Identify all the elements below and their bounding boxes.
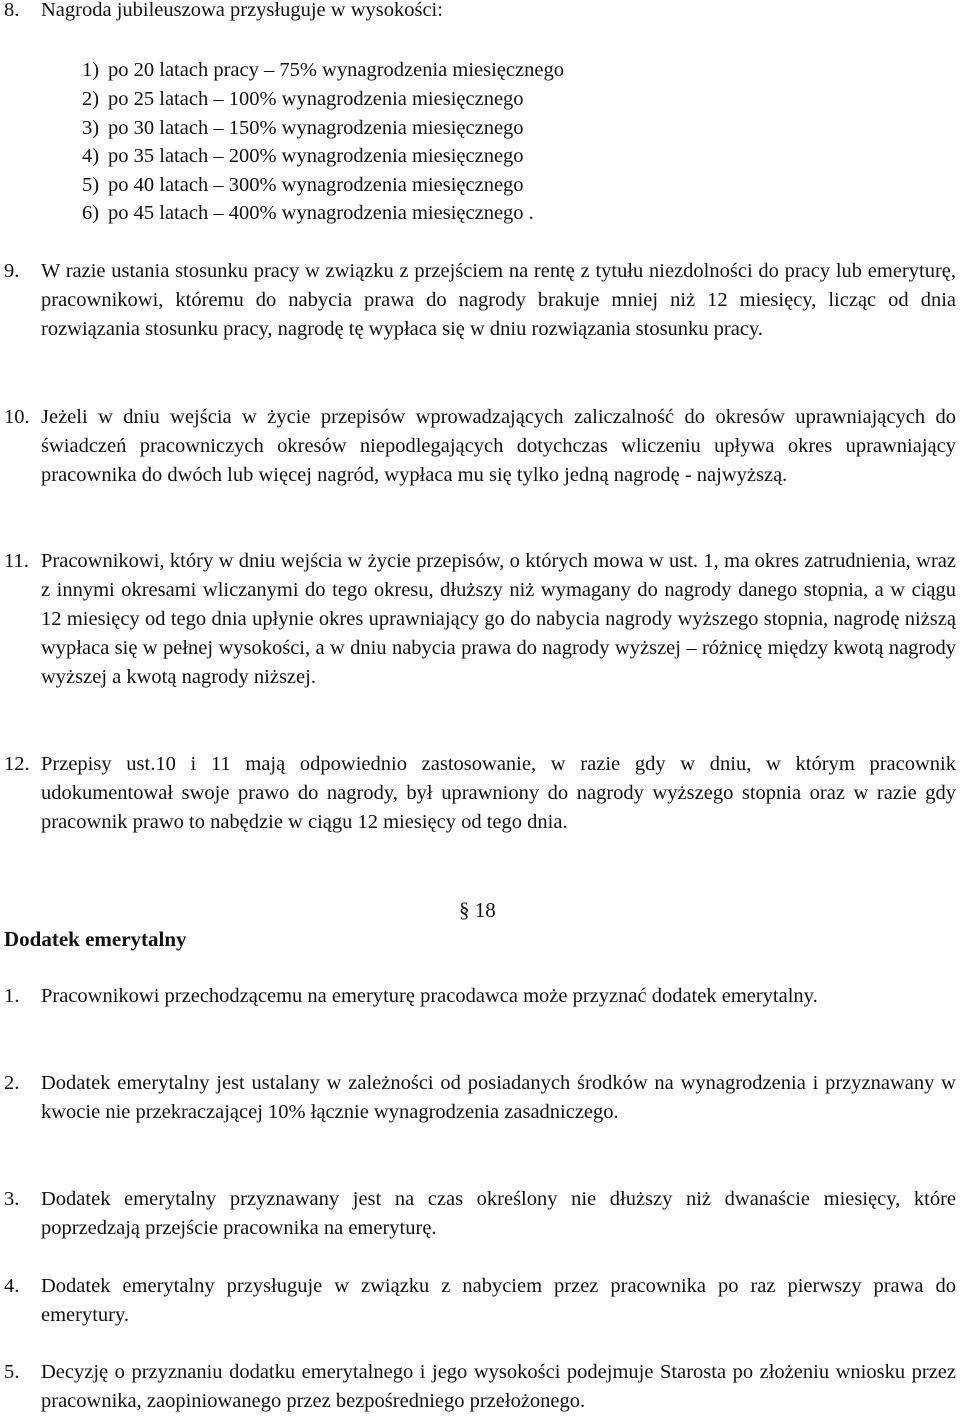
point-text: Dodatek emerytalny przysługuje w związku z nabyciem przez pracownika po raz pierwszy prawa do emerytury.: [41, 1275, 956, 1326]
list-item: [82, 85, 524, 114]
list-item-text: po 30 latach – 150% wynagrodzenia miesięcznego: [108, 117, 524, 139]
paragraph-text: Przepisy ust.10 i 11 mają odpowiednio zastosowanie, w razie gdy w dniu, w którym pracownik udokumentował swoje prawo do nagrody, był uprawniony do nagrody wyższego stopnia oraz w razie gdy pracownik prawo to nabędzie w ciągu 12 miesięcy od tego dnia.: [41, 753, 956, 833]
point-text: Pracownikowi przechodzącemu na emeryturę pracodawca może przyznać dodatek emerytalny.: [41, 985, 818, 1007]
point-1: [4, 982, 956, 1011]
paragraph-11: [4, 547, 956, 692]
list-item: [82, 199, 534, 228]
point-number: 1.: [4, 985, 20, 1007]
list-item-text: po 45 latach – 400% wynagrodzenia miesięcznego .: [108, 202, 534, 224]
list-item-text: po 25 latach – 100% wynagrodzenia miesięcznego: [108, 88, 524, 110]
list-item-number: 4): [82, 145, 100, 167]
list-item: [82, 56, 564, 85]
list-item: [82, 114, 524, 143]
paragraph-10: [4, 403, 956, 490]
point-text: Decyzję o przyznaniu dodatku emerytalnego i jego wysokości podejmuje Starosta po złożeniu wniosku przez pracownika, zaopiniowanego przez bezpośredniego przełożonego.: [41, 1361, 956, 1412]
point-number: 2.: [4, 1072, 20, 1094]
paragraph-12: [4, 750, 956, 837]
paragraph-number: 8.: [4, 0, 20, 21]
paragraph-number: 10.: [4, 406, 30, 428]
list-item-text: po 40 latach – 300% wynagrodzenia miesięcznego: [108, 174, 524, 196]
section-heading: Dodatek emerytalny: [4, 927, 187, 951]
list-item: [82, 171, 524, 200]
paragraph-text: Jeżeli w dniu wejścia w życie przepisów wprowadzających zaliczalność do okresów uprawniających do świadczeń pracowniczych okresów niepodlegających dotychczas wliczeniu upływa okres uprawniający pracownika do dwóch lub więcej nagród, wypłaca mu się tylko jedną nagrodę - najwyższą.: [41, 406, 956, 486]
point-text: Dodatek emerytalny jest ustalany w zależności od posiadanych środków na wynagrodzenia i przyznawany w kwocie nie przekraczającej 10% łącznie wynagrodzenia zasadniczego.: [41, 1072, 956, 1123]
point-number: 4.: [4, 1275, 20, 1297]
section-number: § 18: [459, 898, 496, 922]
list-item: [82, 142, 524, 171]
paragraph-number: 9.: [4, 260, 20, 282]
point-text: Dodatek emerytalny przyznawany jest na czas określony nie dłuższy niż dwanaście miesięcy, które poprzedzają przejście pracownika na emeryturę.: [41, 1188, 956, 1239]
paragraph-8: [4, 0, 956, 25]
point-number: 3.: [4, 1188, 20, 1210]
list-item-number: 3): [82, 117, 100, 139]
point-5: [4, 1358, 956, 1416]
list-item-text: po 35 latach – 200% wynagrodzenia miesięcznego: [108, 145, 524, 167]
point-number: 5.: [4, 1361, 20, 1383]
point-4: [4, 1272, 956, 1330]
list-item-number: 2): [82, 88, 100, 110]
paragraph-text: Pracownikowi, który w dniu wejścia w życie przepisów, o których mowa w ust. 1, ma okres zatrudnienia, wraz z innymi okresami wliczanymi do tego okresu, dłuższy niż wymagany do nagrody danego stopnia, a w ciągu 12 miesięcy od tego dnia upłynie okres uprawniający go do nabycia nagrody wyższego stopnia, nagrodę niższą wypłaca się w pełnej wysokości, a w dniu nabycia prawa do nagrody wyższej – różnicę między kwotą nagrody wyższej a kwotą nagrody niższej.: [41, 550, 956, 688]
paragraph-text: W razie ustania stosunku pracy w związku z przejściem na rentę z tytułu niezdolności do pracy lub emeryturę, pracownikowi, któremu do nabycia prawa do nagrody brakuje mniej niż 12 miesięcy, licząc od dnia rozwiązania stosunku pracy, nagrodę tę wypłaca się w dniu rozwiązania stosunku pracy.: [41, 260, 956, 340]
list-item-number: 5): [82, 174, 100, 196]
paragraph-text: Nagroda jubileuszowa przysługuje w wysokości:: [41, 0, 443, 21]
list-item-text: po 20 latach pracy – 75% wynagrodzenia miesięcznego: [108, 59, 564, 81]
list-item-number: 1): [82, 59, 100, 81]
paragraph-9: [4, 257, 956, 344]
paragraph-number: 12.: [4, 753, 30, 775]
point-2: [4, 1069, 956, 1127]
list-item-number: 6): [82, 202, 100, 224]
point-3: [4, 1185, 956, 1243]
paragraph-number: 11.: [4, 550, 29, 572]
